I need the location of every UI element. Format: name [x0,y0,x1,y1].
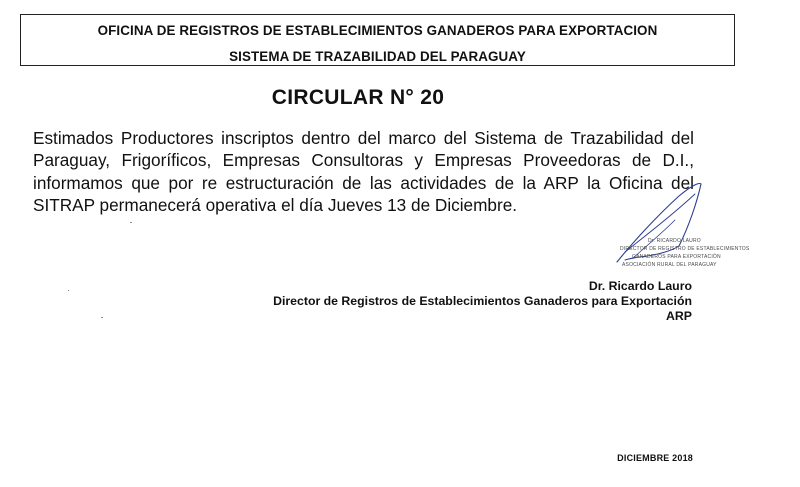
scan-speck [68,290,69,291]
signer-name: Dr. Ricardo Lauro [588,279,692,293]
system-name: SISTEMA DE TRAZABILIDAD DEL PARAGUAY [229,49,526,64]
stamp-line-4: ASOCIACIÓN RURAL DEL PARAGUAY [622,262,717,268]
issue-date: DICIEMBRE 2018 [617,453,693,463]
scan-speck [101,317,103,318]
circular-body: Estimados Productores inscriptos dentro del marco del Sistema de Trazabilidad del Paraguay, Frigoríficos, Empresas Consultoras y Empresas Proveedoras de D.I., informamos que por re estructuración de las actividades de la ARP la Oficina del SITRAP permanecerá operativa el día Jueves 13 de Diciembre. [33,128,694,216]
circular-title: CIRCULAR N° 20 [271,86,445,109]
stamp-line-2: DIRECTOR DE REGISTRO DE ESTABLECIMIENTOS [620,246,750,252]
signer-organization: ARP [666,309,692,323]
stamp-line-1: Dr. RICARDO LAURO [648,238,701,244]
stamp-line-3: GANADEROS PARA EXPORTACIÓN [632,254,721,260]
signer-role: Director de Registros de Establecimientos Ganaderos para Exportación [273,294,692,308]
office-name: OFICINA DE REGISTROS DE ESTABLECIMIENTOS GANADEROS PARA EXPORTACION [97,23,658,38]
header-box [20,14,735,66]
scan-speck [130,222,132,223]
